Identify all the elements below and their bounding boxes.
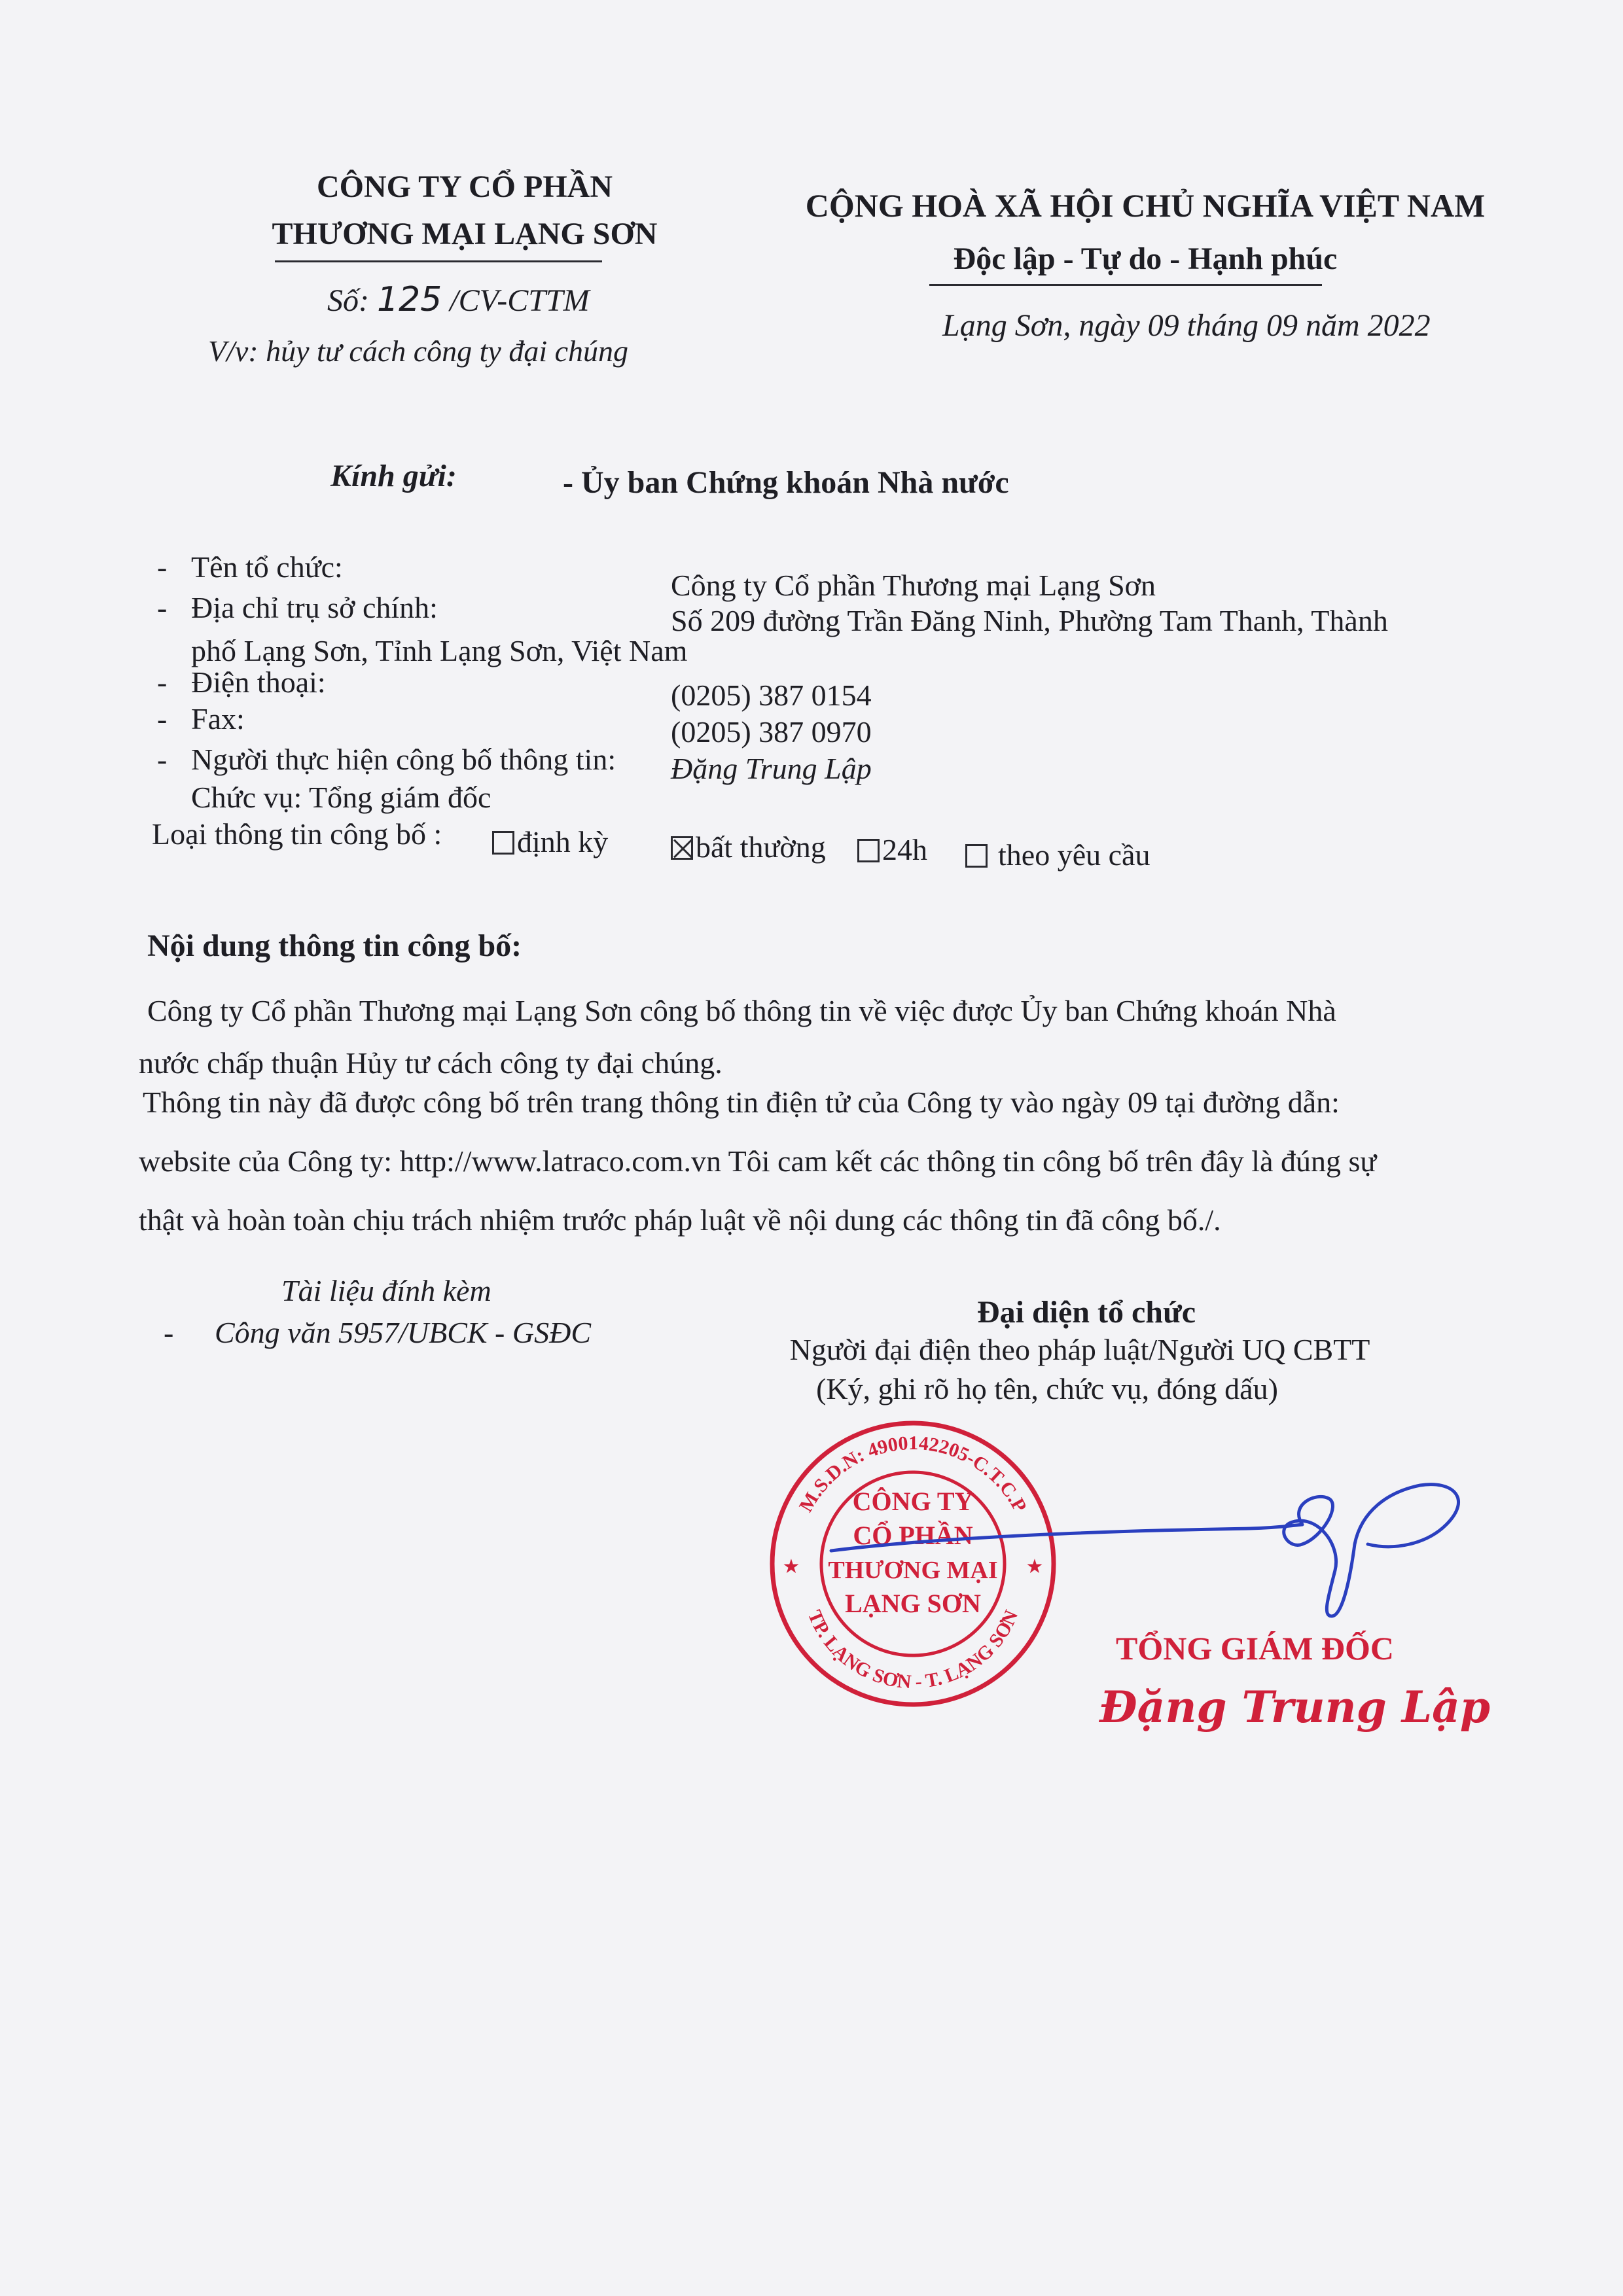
stamp-center-line: CỔ PHẦN	[853, 1521, 973, 1550]
document-number: Số: 125 /CV-CTTM	[327, 280, 590, 319]
signature-stroke	[831, 1485, 1459, 1616]
option-on-request[interactable]: theo yêu cầu	[965, 838, 1150, 872]
company-underline	[275, 260, 602, 262]
option-irregular[interactable]: bất thường	[671, 830, 826, 864]
motto-underline	[929, 284, 1322, 286]
content-line: Thông tin này đã được công bố trên trang thông tin điện tử của Công ty vào ngày 09 tại đường dẫn:	[143, 1086, 1340, 1119]
stamp-ring-top-text: M.S.D.N: 4900142205-C.T.C.P	[794, 1432, 1031, 1516]
checkbox-unchecked[interactable]	[492, 831, 514, 855]
signer-name: Đặng Trung Lập	[1099, 1682, 1491, 1733]
nation-title: CỘNG HOÀ XÃ HỘI CHỦ NGHĨA VIỆT NAM	[805, 187, 1486, 224]
signature-heading: Đại diện tổ chức	[976, 1295, 1196, 1330]
content-line: website của Công ty: http://www.latraco.com.vn Tôi cam kết các thông tin công bố trên đây là đúng sự	[139, 1144, 1377, 1178]
content-line: thật và hoàn toàn chịu trách nhiệm trước pháp luật về nội dung các thông tin đã công bố./.	[139, 1203, 1221, 1237]
signer-title: TỔNG GIÁM ĐỐC	[1116, 1630, 1394, 1667]
company-name-line2: THƯƠNG MẠI LẠNG SƠN	[272, 217, 658, 251]
content-heading: Nội dung thông tin công bố:	[147, 928, 522, 963]
handwritten-signature	[818, 1466, 1472, 1636]
stamp-center-line: LẠNG SƠN	[845, 1589, 981, 1618]
stamp-center-line: CÔNG TY	[852, 1487, 974, 1516]
company-name-line1: CÔNG TY CỔ PHẦN	[316, 169, 613, 204]
info-label: Tên tổ chức:	[191, 550, 343, 584]
stamp-center-line: THƯƠNG MẠI	[828, 1557, 998, 1584]
info-label: Fax:	[191, 702, 245, 735]
info-value: Đặng Trung Lập	[671, 752, 872, 785]
content-line: nước chấp thuận Hủy tư cách công ty đại chúng.	[139, 1046, 722, 1080]
handwritten-number: 125	[376, 280, 442, 319]
signature-line2: (Ký, ghi rõ họ tên, chức vụ, đóng dấu)	[816, 1372, 1278, 1405]
info-label: Người thực hiện công bố thông tin:	[191, 743, 616, 776]
info-label: Địa chỉ trụ sở chính:	[191, 591, 438, 624]
info-dash: -	[157, 665, 168, 699]
info-value: (0205) 387 0154	[671, 679, 872, 712]
national-motto: Độc lập - Tự do - Hạnh phúc	[953, 241, 1338, 276]
stamp-star-icon: ★	[782, 1556, 800, 1578]
attachment-dash: -	[164, 1316, 174, 1349]
date-line: Lạng Sơn, ngày 09 tháng 09 năm 2022	[942, 308, 1431, 343]
disclosure-type-label: Loại thông tin công bố :	[152, 817, 442, 851]
info-dash: -	[157, 743, 168, 776]
info-value: Công ty Cổ phần Thương mại Lạng Sơn	[671, 569, 1156, 602]
stamp-star-icon: ★	[1026, 1556, 1044, 1578]
stamp-ring-bottom-text: TP. LẠNG SƠN - T. LẠNG SƠN	[803, 1607, 1023, 1693]
info-dash: -	[157, 591, 168, 624]
recipient-value: - Ủy ban Chứng khoán Nhà nước	[563, 465, 1009, 500]
info-value-continuation: phố Lạng Sơn, Tỉnh Lạng Sơn, Việt Nam	[191, 634, 688, 667]
checkbox-unchecked[interactable]	[857, 839, 880, 862]
attachment-heading: Tài liệu đính kèm	[281, 1274, 491, 1307]
recipient-label: Kính gửi:	[330, 459, 457, 493]
content-line: Công ty Cổ phần Thương mại Lạng Sơn công bố thông tin về việc được Ủy ban Chứng khoán Nhà	[147, 994, 1336, 1027]
option-periodic[interactable]: định kỳ	[492, 824, 608, 859]
attachment-item: Công văn 5957/UBCK - GSĐC	[215, 1316, 591, 1349]
info-dash: -	[157, 702, 168, 735]
checkbox-unchecked[interactable]	[965, 844, 988, 868]
signature-line1: Người đại điện theo pháp luật/Người UQ CBTT	[789, 1333, 1370, 1366]
info-value: Số 209 đường Trần Đăng Ninh, Phường Tam Thanh, Thành	[671, 604, 1388, 637]
checkbox-checked[interactable]	[671, 836, 693, 860]
info-value-continuation: Chức vụ: Tổng giám đốc	[191, 781, 491, 814]
info-dash: -	[157, 550, 168, 584]
option-24h[interactable]: 24h	[857, 832, 927, 867]
document-subject: V/v: hủy tư cách công ty đại chúng	[208, 334, 629, 368]
info-label: Điện thoại:	[191, 665, 326, 699]
info-value: (0205) 387 0970	[671, 715, 872, 749]
